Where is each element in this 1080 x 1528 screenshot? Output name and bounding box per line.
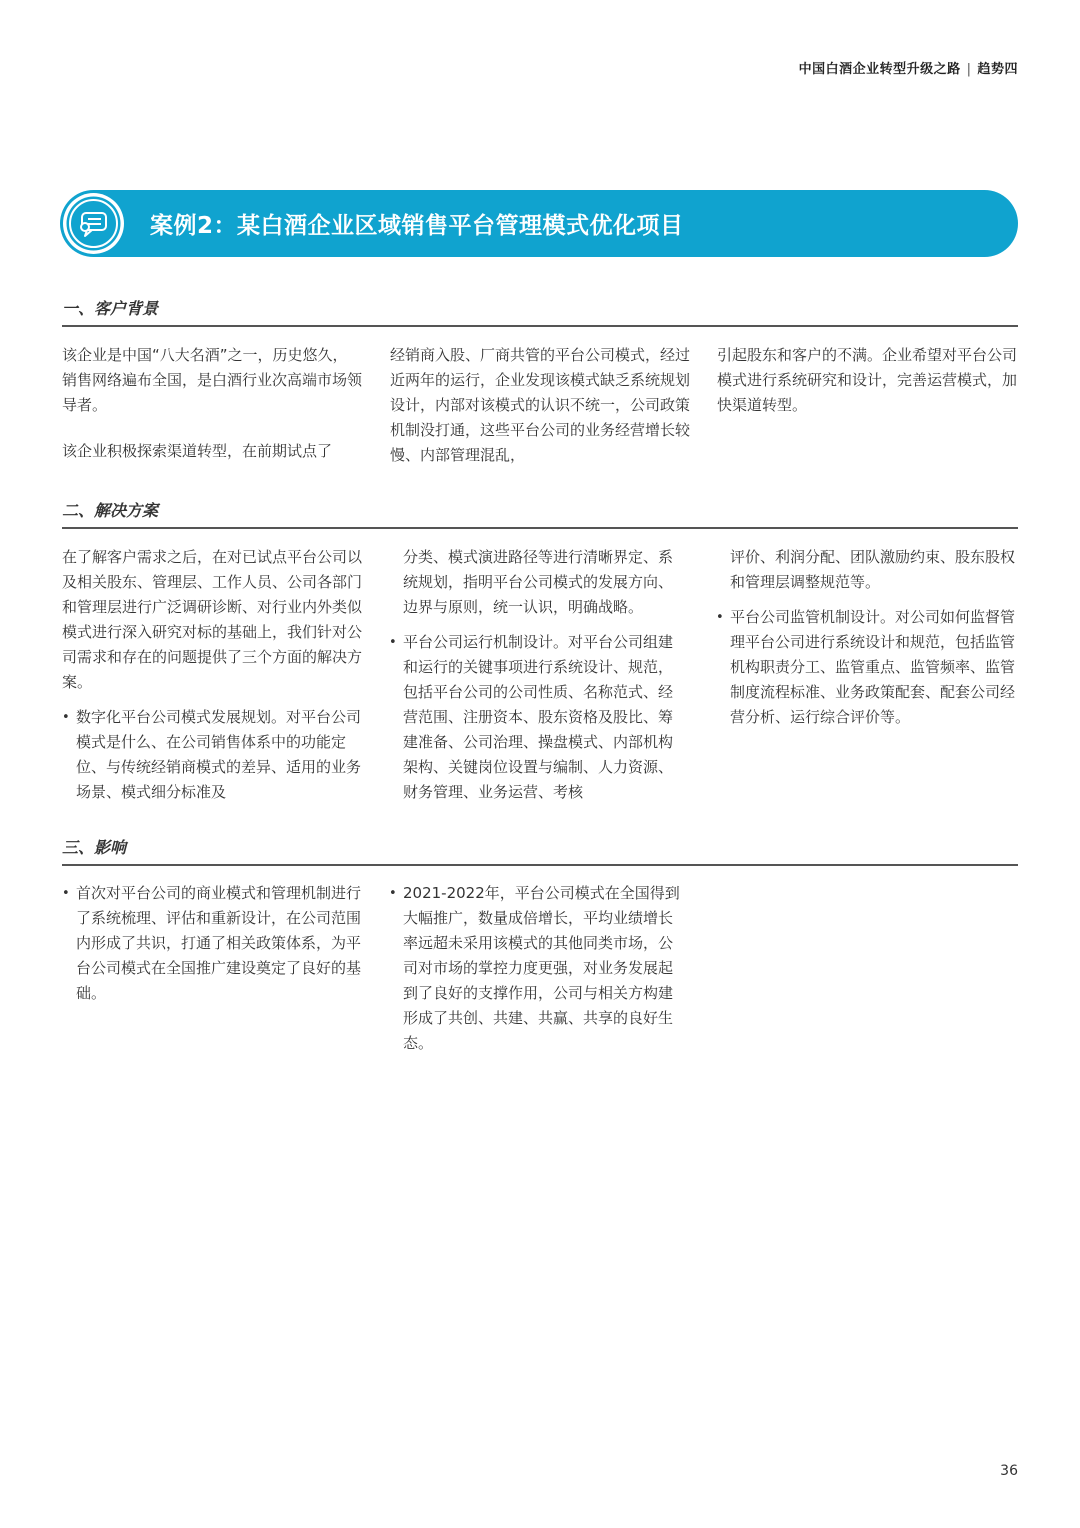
- bullet-list: [62, 705, 362, 805]
- paragraph: 该企业是中国“八大名酒”之一，历史悠久，销售网络遍布全国，是白酒行业次高端市场领导者。: [62, 346, 363, 414]
- section-title: 二、解决方案: [62, 501, 159, 520]
- impact-column-2: [389, 881, 687, 1056]
- case-title-banner: [60, 190, 1018, 257]
- bullet-list: [62, 881, 362, 1006]
- background-column-3: [717, 343, 1019, 418]
- solution-column-2: [389, 545, 687, 805]
- section-heading-background: [62, 295, 1018, 327]
- header-separator: |: [966, 62, 972, 77]
- icon-badge: [63, 193, 124, 254]
- running-header: [799, 58, 1018, 77]
- list-item: • 平台公司运行机制设计。对平台公司组建和运行的关键事项进行系统设计、规范，包括平台公司的公司性质、名称范式、经营范围、注册资本、股东资格及股比、筹建准备、公司治理、操盘模式、内部机构架构、关键岗位设置与编制、人力资源、财务管理、业务运营、考核: [389, 630, 687, 805]
- list-item: • 首次对平台公司的商业模式和管理机制进行了系统梳理、评估和重新设计，在公司范围内形成了共识，打通了相关政策体系，为平台公司模式在全国推广建设奠定了良好的基础。: [62, 881, 362, 1006]
- bullet-list: [716, 605, 1016, 730]
- report-title: 中国白酒企业转型升级之路: [798, 62, 961, 77]
- impact-column-1: [62, 881, 362, 1006]
- paragraph: 引起股东和客户的不满。企业希望对平台公司模式进行系统研究和设计，完善运营模式，加快渠道转型。: [717, 346, 1018, 414]
- section-title: 一、客户背景: [62, 299, 159, 318]
- paragraph: 在了解客户需求之后，在对已试点平台公司以及相关股东、管理层、工作人员、公司各部门和管理层进行广泛调研诊断、对行业内外类似模式进行深入研究对标的基础上，我们针对公司需求和存在的问题提供了三个方面的解决方案。: [62, 548, 363, 691]
- paragraph: 分类、模式演进路径等进行清晰界定、系统规划，指明平台公司模式的发展方向、边界与原则，统一认识，明确战略。: [403, 548, 674, 616]
- page-number: 36: [1000, 1463, 1018, 1479]
- list-item: • 2021-2022年，平台公司模式在全国得到大幅推广，数量成倍增长，平均业绩增长率远超未采用该模式的其他同类市场，公司对市场的掌控力度更强，对业务发展起到了良好的支撑作用，公司与相关方构建形成了共创、共建、共赢、共享的良好生态。: [389, 881, 687, 1056]
- case-title: 案例2：某白酒企业区域销售平台管理模式优化项目: [150, 213, 684, 239]
- bullet-list: [389, 630, 687, 805]
- section-title: 三、影响: [62, 838, 127, 857]
- paragraph: 评价、利润分配、团队激励约束、股东股权和管理层调整规范等。: [730, 548, 1016, 591]
- solution-column-3: [716, 545, 1016, 730]
- list-item: • 平台公司监管机制设计。对公司如何监督管理平台公司进行系统设计和规范，包括监管机构职责分工、监管重点、监管频率、监管制度流程标准、业务政策配套、配套公司经营分析、运行综合评价等。: [716, 605, 1016, 730]
- solution-column-1: [62, 545, 362, 805]
- section-heading-solution: [62, 497, 1018, 529]
- trend-label: 趋势四: [977, 62, 1018, 77]
- bullet-list: [389, 881, 687, 1056]
- paragraph: 该企业积极探索渠道转型，在前期试点了: [62, 442, 333, 460]
- section-heading-impact: [62, 834, 1018, 866]
- background-column-2: [390, 343, 692, 468]
- chat-bubble-icon: [63, 193, 124, 254]
- list-item: • 数字化平台公司模式发展规划。对平台公司模式是什么、在公司销售体系中的功能定位、与传统经销商模式的差异、适用的业务场景、模式细分标准及: [62, 705, 362, 805]
- background-column-1: [62, 343, 362, 464]
- paragraph: 经销商入股、厂商共管的平台公司模式，经过近两年的运行，企业发现该模式缺乏系统规划设计，内部对该模式的认识不统一，公司政策机制没打通，这些平台公司的业务经营增长较慢、内部管理混乱，: [390, 346, 691, 464]
